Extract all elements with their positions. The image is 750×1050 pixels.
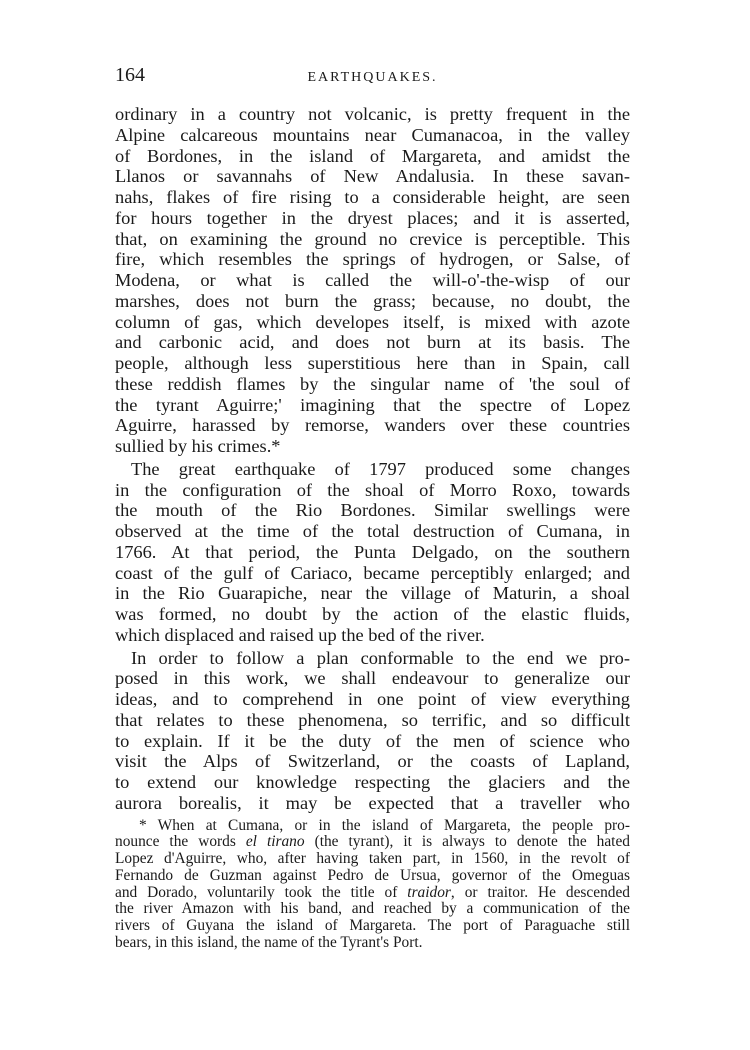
- text-line: which displaced and raised up the bed of the river.: [115, 624, 485, 645]
- text-line: fire, which resembles the springs of hydrogen, or Salse, of: [115, 249, 630, 270]
- text-line: to explain. If it be the duty of the men of science who: [115, 730, 630, 751]
- text-line: observed at the time of the total destruction of Cumana, in: [115, 521, 630, 541]
- text-line: Llanos or savannahs of New Andalusia. In these savan-: [115, 166, 630, 187]
- footnote-line: Fernando de Guzman against Pedro de Ursua, governor of the Omeguas: [115, 866, 630, 884]
- text-line: of Bordones, in the island of Margareta, and amidst the: [115, 145, 630, 166]
- text-line: 1766. At that period, the Punta Delgado, on the southern: [115, 541, 630, 562]
- text-line: column of gas, which developes itself, is mixed with azote: [115, 311, 630, 332]
- text-line: Aguirre, harassed by remorse, wanders over these countries: [115, 415, 630, 436]
- text-line: that, on examining the ground no crevice is perceptible. This: [115, 228, 630, 249]
- text-line: ideas, and to comprehend in one point of view everything: [115, 689, 630, 709]
- text-line: aurora borealis, it may be expected that a traveller who: [115, 792, 630, 813]
- paragraph: [115, 648, 630, 814]
- book-page: [115, 62, 630, 952]
- text-line: in the configuration of the shoal of Morro Roxo, towards: [115, 479, 630, 500]
- text-line: these reddish flames by the singular name of 'the soul of: [115, 373, 630, 394]
- text-line: was formed, no doubt by the action of the elastic fluids,: [115, 604, 630, 624]
- text-line: posed in this work, we shall endeavour to generalize our: [115, 668, 630, 689]
- text-line: for hours together in the dryest places; and it is asserted,: [115, 207, 630, 228]
- footnote-line: and Dorado, voluntarily took the title of traidor, or traitor. He descended: [115, 883, 631, 901]
- footnote-line: bears, in this island, the name of the Tyrant's Port.: [115, 934, 423, 952]
- footnote: [115, 818, 630, 952]
- text-line: Alpine calcareous mountains near Cumanacoa, in the valley: [115, 124, 630, 145]
- page-header: [115, 62, 630, 92]
- footnote-line: nounce the words el tirano (the tyrant), it is always to denote the hated: [115, 833, 630, 851]
- body-text: [115, 104, 630, 814]
- paragraph: [115, 104, 630, 457]
- text-line: In order to follow a plan conformable to the end we pro-: [131, 647, 630, 668]
- text-line: sullied by his crimes.*: [115, 436, 281, 456]
- text-line: in the Rio Guarapiche, near the village of Maturin, a shoal: [115, 583, 630, 604]
- paragraph: [115, 459, 630, 646]
- page-number: 164: [115, 64, 145, 86]
- text-line: people, although less superstitious here than in Spain, call: [115, 353, 630, 373]
- italic-term: traidor: [407, 883, 451, 901]
- text-line: marshes, does not burn the grass; because, no doubt, the: [115, 290, 630, 311]
- text-line: coast of the gulf of Cariaco, became perceptibly enlarged; and: [115, 562, 630, 583]
- text-line: the tyrant Aguirre;' imagining that the spectre of Lopez: [115, 394, 630, 415]
- footnote-line: rivers of Guyana the island of Margareta. The port of Paraguache still: [115, 917, 630, 935]
- text-line: and carbonic acid, and does not burn at its basis. The: [115, 332, 630, 353]
- footnote-line: * When at Cumana, or in the island of Margareta, the people pro-: [139, 816, 630, 834]
- text-line: to extend our knowledge respecting the glaciers and the: [115, 772, 630, 792]
- text-line: the mouth of the Rio Bordones. Similar swellings were: [115, 500, 630, 521]
- text-line: visit the Alps of Switzerland, or the coasts of Lapland,: [115, 751, 630, 772]
- running-head: EARTHQUAKES.: [307, 70, 438, 85]
- text-line: Modena, or what is called the will-o'-the-wisp of our: [115, 270, 630, 290]
- text-line: The great earthquake of 1797 produced some changes: [131, 458, 630, 479]
- footnote-line: the river Amazon with his band, and reached by a communication of the: [115, 900, 630, 918]
- text-line: nahs, flakes of fire rising to a considerable height, are seen: [115, 187, 630, 207]
- text-line: that relates to these phenomena, so terrific, and so difficult: [115, 709, 630, 730]
- text-line: ordinary in a country not volcanic, is pretty frequent in the: [115, 104, 630, 124]
- footnote-line: Lopez d'Aguirre, who, after having taken part, in 1560, in the revolt of: [115, 850, 630, 868]
- italic-term: el tirano: [245, 833, 305, 851]
